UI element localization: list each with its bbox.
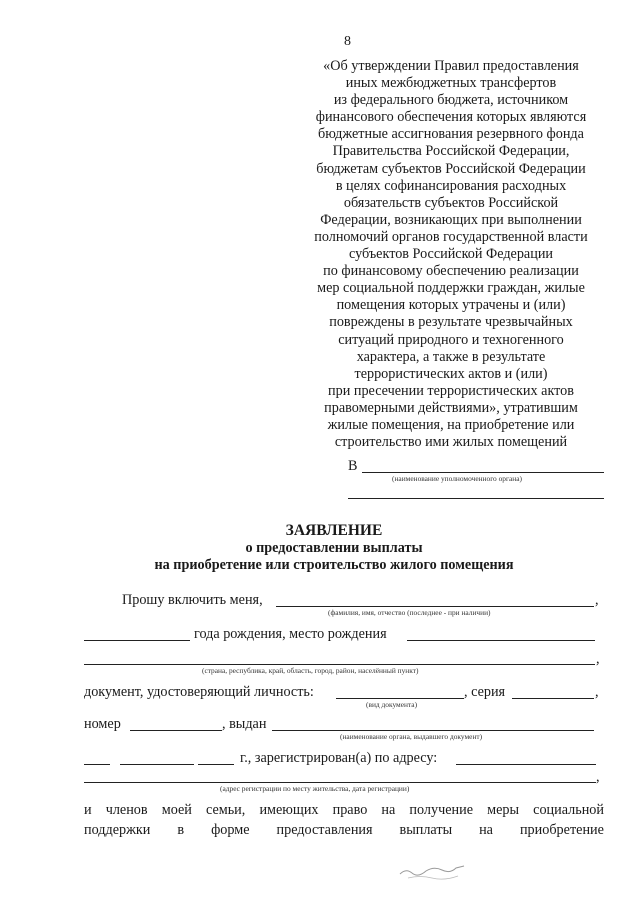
document-subtitle-2: на приобретение или строительство жилого помещения <box>154 557 514 573</box>
family-members-text-line1 <box>84 802 604 819</box>
addressee-caption: (наименование уполномоченного органа) <box>392 474 522 483</box>
word: получение <box>409 802 474 818</box>
comma: , <box>595 684 599 700</box>
word: семьи, <box>205 802 246 818</box>
word: имеющих <box>259 802 319 818</box>
header-line: обязательств субъектов Российской <box>343 194 559 211</box>
word: на <box>479 822 493 838</box>
header-line: иных межбюджетных трансфертов <box>345 75 557 92</box>
header-line: финансового обеспечения которых являются <box>315 109 587 126</box>
address-field-line2[interactable] <box>84 782 596 783</box>
birth-place-field-line2[interactable] <box>84 664 595 665</box>
document-number-field[interactable] <box>130 730 222 731</box>
word: право <box>332 802 368 818</box>
comma: , <box>596 651 600 667</box>
header-line: повреждены в результате чрезвычайных <box>329 314 573 331</box>
birth-place-caption: (страна, республика, край, область, город, район, населённый пункт) <box>202 666 419 675</box>
legal-reference-block <box>300 58 602 451</box>
header-line: из федерального бюджета, источником <box>333 92 569 109</box>
page-number: 8 <box>344 34 351 49</box>
word: социальной <box>533 802 604 818</box>
full-name-caption: (фамилия, имя, отчество (последнее - при наличии) <box>328 608 491 617</box>
addressee-field[interactable] <box>362 472 604 473</box>
id-document-type-field[interactable] <box>336 698 464 699</box>
word: поддержки <box>84 822 151 838</box>
word: меры <box>487 802 520 818</box>
word: предоставления <box>276 822 373 838</box>
issuer-caption: (наименование органа, выдавшего документ) <box>340 732 483 741</box>
header-line: бюджетам субъектов Российской Федерации <box>316 160 586 177</box>
header-line: помещения которых утрачены и (или) <box>336 297 566 314</box>
series-field[interactable] <box>512 698 594 699</box>
header-line: правомерными действиями», утратившим <box>324 399 578 416</box>
id-document-label: документ, удостоверяющий личность: <box>84 684 314 700</box>
word: и <box>84 802 92 818</box>
header-line: Федерации, возникающих при выполнении <box>320 211 582 228</box>
header-line: строительство ими жилых помещений <box>334 434 568 451</box>
header-line: ситуаций природного и техногенного <box>338 331 564 348</box>
address-caption: (адрес регистрации по месту жительства, дата регистрации) <box>220 784 410 793</box>
addressee-prefix: В <box>348 458 358 474</box>
comma: , <box>596 769 600 785</box>
header-line: полномочий органов государственной власти <box>314 228 588 245</box>
word: выплаты <box>399 822 453 838</box>
header-line: мер социальной поддержки граждан, жилые <box>317 280 585 297</box>
word: моей <box>161 802 192 818</box>
header-line: в целях софинансирования расходных <box>335 177 567 194</box>
family-members-text-line2 <box>84 822 604 839</box>
header-line: бюджетные ассигнования резервного фонда <box>318 126 584 143</box>
issued-label: , выдан <box>222 716 267 732</box>
issue-day-field[interactable] <box>84 764 110 765</box>
birth-label: года рождения, место рождения <box>194 626 387 642</box>
id-document-type-caption: (вид документа) <box>366 700 418 709</box>
issuer-field[interactable] <box>272 730 594 731</box>
request-label: Прошу включить меня, <box>122 592 263 608</box>
header-line: субъектов Российской Федерации <box>348 246 554 263</box>
header-line: «Об утверждении Правил предоставления <box>323 58 579 74</box>
issue-month-field[interactable] <box>120 764 194 765</box>
word: в <box>177 822 185 838</box>
word: на <box>381 802 396 818</box>
issue-year-field[interactable] <box>198 764 234 765</box>
signature-mark <box>398 860 468 882</box>
comma: , <box>595 592 599 608</box>
word: форме <box>211 822 250 838</box>
addressee-field-line2[interactable] <box>348 498 604 499</box>
full-name-field[interactable] <box>276 606 594 607</box>
header-line: по финансовому обеспечению реализации <box>323 263 579 280</box>
birth-place-field[interactable] <box>407 640 595 641</box>
registered-label: г., зарегистрирован(а) по адресу: <box>240 750 438 766</box>
header-line: характера, а также в результате <box>356 348 546 365</box>
series-label: , серия <box>464 684 506 700</box>
header-line: при пресечении террористических актов <box>328 382 574 399</box>
document-subtitle: о предоставлении выплаты <box>245 540 423 556</box>
birth-year-field[interactable] <box>84 640 190 641</box>
number-label: номер <box>84 716 121 732</box>
header-line: террористических актов и (или) <box>354 365 548 382</box>
document-title: ЗАЯВЛЕНИЕ <box>285 522 383 539</box>
address-field[interactable] <box>456 764 596 765</box>
word: приобретение <box>519 822 604 838</box>
word: членов <box>105 802 148 818</box>
header-line: жилые помещения, на приобретение или <box>327 416 575 433</box>
header-line: Правительства Российской Федерации, <box>332 143 570 160</box>
